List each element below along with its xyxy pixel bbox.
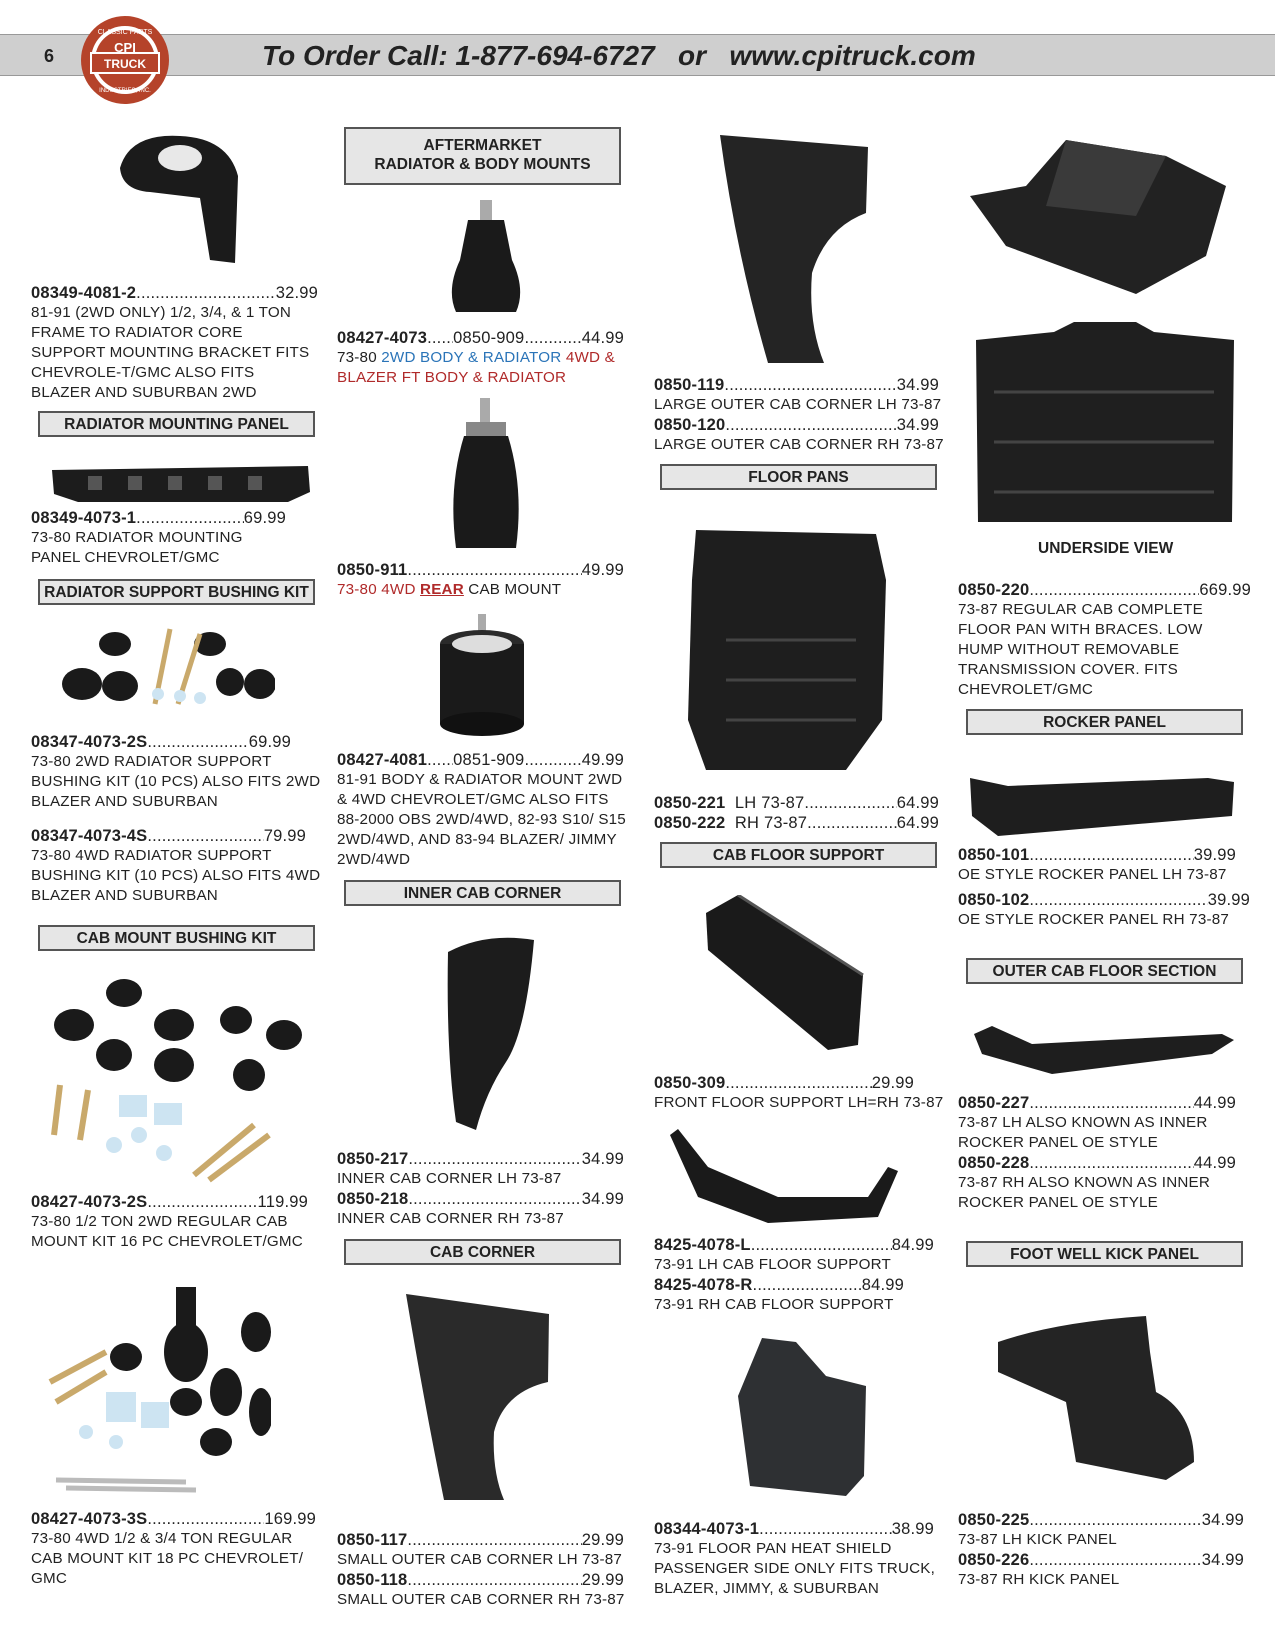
front-floor-support-image xyxy=(698,895,866,1055)
cab-floor-support-image xyxy=(668,1127,900,1223)
price: 39.99 xyxy=(1207,891,1250,909)
part-number: 08427-4081 xyxy=(337,751,428,769)
product-0850-228 xyxy=(958,1153,1248,1213)
price: 49.99 xyxy=(581,561,624,579)
price: 44.99 xyxy=(1193,1154,1236,1172)
product-0850-102 xyxy=(958,890,1250,930)
part-number: 8425-4078-L xyxy=(654,1236,751,1254)
side: RH 73-87 xyxy=(734,814,808,832)
inner-cab-corner-image xyxy=(436,932,536,1132)
product-0850-911 xyxy=(337,560,627,600)
price: 64.99 xyxy=(896,794,939,812)
product-0850-218 xyxy=(337,1189,627,1229)
svg-text:CPI: CPI xyxy=(114,40,136,55)
price: 69.99 xyxy=(243,509,286,527)
part-number: 0850-218 xyxy=(337,1190,409,1208)
cab-mount-kit-16pc-image xyxy=(44,975,314,1185)
product-0850-220 xyxy=(958,580,1251,700)
description: INNER CAB CORNER RH 73-87 xyxy=(337,1210,564,1227)
product-08427-4073-2s xyxy=(31,1192,316,1252)
part-number: 0850-309 xyxy=(654,1074,726,1092)
part-number: 0850-118 xyxy=(337,1571,408,1589)
price: 84.99 xyxy=(861,1276,904,1294)
product-08344-4073-1 xyxy=(654,1519,944,1599)
price: 169.99 xyxy=(264,1510,316,1528)
section-floor-pans: FLOOR PANS xyxy=(660,464,937,490)
product-0850-226 xyxy=(958,1550,1248,1590)
radiator-mounting-panel-image xyxy=(48,462,312,504)
part-number: 0850-120 xyxy=(654,416,726,434)
product-0850-225 xyxy=(958,1510,1248,1550)
part-number: 0850-117 xyxy=(337,1531,408,1549)
section-cab-floor-support: CAB FLOOR SUPPORT xyxy=(660,842,937,868)
section-cab-corner: CAB CORNER xyxy=(344,1239,621,1265)
price: 79.99 xyxy=(263,827,306,845)
product-08347-4073-2s xyxy=(31,732,321,812)
section-inner-cab-corner: INNER CAB CORNER xyxy=(344,880,621,906)
product-8425-4078-r xyxy=(654,1275,944,1315)
description: INNER CAB CORNER LH 73-87 xyxy=(337,1170,562,1187)
description: 73-80 2WD RADIATOR SUPPORT BUSHING KIT (10 PCS) ALSO FITS 2WD BLAZER AND SUBURBAN xyxy=(31,753,321,810)
section-foot-well-kick-panel: FOOT WELL KICK PANEL xyxy=(966,1241,1243,1267)
description-prefix: 73-80 4WD xyxy=(337,581,421,598)
product-0850-309 xyxy=(654,1073,944,1113)
complete-floor-pan-top-image xyxy=(966,136,1234,296)
part-number: 0850-227 xyxy=(958,1094,1030,1112)
part-number: 08427-4073-2S xyxy=(31,1193,148,1211)
price: 69.99 xyxy=(248,733,291,751)
part-number: 0850-102 xyxy=(958,891,1030,909)
description-prefix: 73-80 xyxy=(337,349,382,366)
description: 73-87 RH ALSO KNOWN AS INNER ROCKER PANEL OE STYLE xyxy=(958,1174,1211,1211)
description-2wd: 2WD BODY & RADIATOR xyxy=(381,349,562,366)
product-0850-101 xyxy=(958,845,1248,885)
description: OE STYLE ROCKER PANEL RH 73-87 xyxy=(958,911,1230,928)
side: LH 73-87 xyxy=(734,794,805,812)
description: 81-91 (2WD ONLY) 1/2, 3/4, & 1 TON FRAME TO RADIATOR CORE SUPPORT MOUNTING BRACKET FITS CHEVROLE-T/GMC ALSO FITS BLAZER AND SUBURBAN 2WD xyxy=(31,304,310,401)
price: 38.99 xyxy=(891,1520,934,1538)
part-number: 08349-4081-2 xyxy=(31,284,137,302)
product-0850-119 xyxy=(654,375,944,415)
part-number: 0850-119 xyxy=(654,376,725,394)
rear-cab-mount-image xyxy=(446,398,526,552)
part-number: 08347-4073-4S xyxy=(31,827,148,845)
product-08427-4081 xyxy=(337,750,629,870)
part-number: 08349-4073-1 xyxy=(31,509,137,527)
alt-part-number: 0850-909 xyxy=(453,329,525,347)
description: 73-87 RH KICK PANEL xyxy=(958,1571,1120,1588)
svg-text:CLASSIC PARTS: CLASSIC PARTS xyxy=(97,29,153,36)
part-number: 08427-4073-3S xyxy=(31,1510,148,1528)
product-08427-4073 xyxy=(337,328,627,388)
part-number: 0850-220 xyxy=(958,581,1030,599)
part-number: 0850-222 xyxy=(654,814,726,832)
description-rear: REAR xyxy=(420,581,464,598)
description: 73-91 RH CAB FLOOR SUPPORT xyxy=(654,1296,894,1313)
complete-floor-pan-underside-image xyxy=(974,322,1236,528)
description: 73-91 LH CAB FLOOR SUPPORT xyxy=(654,1256,892,1273)
svg-text:TRUCK: TRUCK xyxy=(104,57,146,71)
outer-cab-floor-section-image xyxy=(972,1024,1236,1076)
part-number: 08347-4073-2S xyxy=(31,733,148,751)
price: 44.99 xyxy=(581,329,624,347)
description: SMALL OUTER CAB CORNER RH 73-87 xyxy=(337,1591,625,1608)
price: 39.99 xyxy=(1193,846,1236,864)
section-rocker-panel: ROCKER PANEL xyxy=(966,709,1243,735)
body-mount-08427-4081-image xyxy=(432,614,532,738)
section-radiator-mounting-panel: RADIATOR MOUNTING PANEL xyxy=(38,411,315,437)
part-number: 0850-911 xyxy=(337,561,408,579)
price: 84.99 xyxy=(891,1236,934,1254)
price: 34.99 xyxy=(896,376,939,394)
section-title-line2: RADIATOR & BODY MOUNTS xyxy=(374,156,591,173)
price: 669.99 xyxy=(1199,581,1251,599)
price: 64.99 xyxy=(896,814,939,832)
svg-text:INDUSTRIES, INC.: INDUSTRIES, INC. xyxy=(99,88,151,94)
description: 73-87 LH KICK PANEL xyxy=(958,1531,1117,1548)
description: 73-80 RADIATOR MOUNTING PANEL CHEVROLET/GMC xyxy=(31,529,243,566)
section-title-line1: AFTERMARKET xyxy=(423,137,542,154)
alt-part-number: 0851-909 xyxy=(453,751,525,769)
description: 73-80 1/2 TON 2WD REGULAR CAB MOUNT KIT 16 PC CHEVROLET/GMC xyxy=(31,1213,303,1250)
price: 119.99 xyxy=(257,1193,308,1211)
price: 34.99 xyxy=(1201,1551,1244,1569)
product-08347-4073-4s xyxy=(31,826,321,906)
product-0850-120 xyxy=(654,415,944,455)
description: 81-91 BODY & RADIATOR MOUNT 2WD & 4WD CHEVROLET/GMC ALSO FITS 88-2000 OBS 2WD/4WD, 82-93 S10/ S15 2WD/4WD, AND 83-94 BLAZER/ JIMMY 2WD/4WD xyxy=(337,771,626,868)
product-08349-4081-2 xyxy=(31,283,318,403)
floor-pan-half-image xyxy=(686,520,890,775)
description: 73-87 REGULAR CAB COMPLETE FLOOR PAN WITH BRACES. LOW HUMP WITHOUT REMOVABLE TRANSMISSION COVER. FITS CHEVROLET/GMC xyxy=(958,601,1203,698)
price: 29.99 xyxy=(581,1571,624,1589)
price: 34.99 xyxy=(581,1150,624,1168)
section-aftermarket-radiator-body-mounts xyxy=(344,127,621,185)
description: 73-80 4WD 1/2 & 3/4 TON REGULAR CAB MOUNT KIT 18 PC CHEVROLET/ GMC xyxy=(31,1530,304,1587)
description: OE STYLE ROCKER PANEL LH 73-87 xyxy=(958,866,1227,883)
section-outer-cab-floor-section: OUTER CAB FLOOR SECTION xyxy=(966,958,1243,984)
order-call-banner: To Order Call: 1-877-694-6727 or www.cpitruck.com xyxy=(262,40,976,71)
product-0850-118 xyxy=(337,1570,627,1610)
description: FRONT FLOOR SUPPORT LH=RH 73-87 xyxy=(654,1094,944,1111)
price: 29.99 xyxy=(581,1531,624,1549)
part-number: 0850-101 xyxy=(958,846,1030,864)
heat-shield-image xyxy=(736,1336,868,1498)
price: 34.99 xyxy=(581,1190,624,1208)
part-number: 0850-225 xyxy=(958,1511,1030,1529)
body-mount-08427-4073-image xyxy=(446,200,526,318)
product-0850-117 xyxy=(337,1530,627,1570)
price: 34.99 xyxy=(896,416,939,434)
description: LARGE OUTER CAB CORNER RH 73-87 xyxy=(654,436,944,453)
part-number: 0850-228 xyxy=(958,1154,1030,1172)
product-0850-222 xyxy=(654,813,944,833)
product-0850-221 xyxy=(654,793,944,813)
large-outer-cab-corner-image xyxy=(716,133,872,365)
product-0850-227 xyxy=(958,1093,1248,1153)
price: 44.99 xyxy=(1193,1094,1236,1112)
description: 73-80 4WD RADIATOR SUPPORT BUSHING KIT (10 PCS) ALSO FITS 4WD BLAZER AND SUBURBAN xyxy=(31,847,321,904)
small-outer-cab-corner-image xyxy=(404,1292,552,1504)
part-number: 0850-217 xyxy=(337,1150,409,1168)
product-0850-217 xyxy=(337,1149,627,1189)
price: 49.99 xyxy=(581,751,624,769)
price: 32.99 xyxy=(275,284,318,302)
description-4wd: 4WD & BLAZER FT BODY & RADIATOR xyxy=(337,349,615,386)
description-suffix: CAB MOUNT xyxy=(463,581,562,598)
cpi-truck-logo xyxy=(79,14,171,106)
product-08427-4073-3s xyxy=(31,1509,321,1589)
product-8425-4078-l xyxy=(654,1235,944,1275)
description: 73-87 LH ALSO KNOWN AS INNER ROCKER PANEL OE STYLE xyxy=(958,1114,1208,1151)
rocker-panel-image xyxy=(968,776,1236,838)
description: SMALL OUTER CAB CORNER LH 73-87 xyxy=(337,1551,622,1568)
price: 34.99 xyxy=(1201,1511,1244,1529)
price: 29.99 xyxy=(871,1074,914,1092)
part-number: 8425-4078-R xyxy=(654,1276,753,1294)
description: 73-91 FLOOR PAN HEAT SHIELD PASSENGER SIDE ONLY FITS TRUCK, BLAZER, JIMMY, & SUBURBAN xyxy=(654,1540,936,1597)
part-number: 0850-226 xyxy=(958,1551,1030,1569)
section-radiator-support-bushing-kit: RADIATOR SUPPORT BUSHING KIT xyxy=(38,579,315,605)
kick-panel-image xyxy=(996,1312,1196,1482)
radiator-bracket-image xyxy=(110,128,245,266)
radiator-bushing-kit-image xyxy=(60,624,275,714)
cab-mount-kit-18pc-image xyxy=(46,1282,271,1494)
part-number: 08344-4073-1 xyxy=(654,1520,760,1538)
description: LARGE OUTER CAB CORNER LH 73-87 xyxy=(654,396,942,413)
section-cab-mount-bushing-kit: CAB MOUNT BUSHING KIT xyxy=(38,925,315,951)
part-number: 08427-4073 xyxy=(337,329,428,347)
product-08349-4073-1 xyxy=(31,508,318,568)
page-number: 6 xyxy=(44,46,55,66)
part-number: 0850-221 xyxy=(654,794,726,812)
underside-view-caption: UNDERSIDE VIEW xyxy=(1038,540,1174,557)
